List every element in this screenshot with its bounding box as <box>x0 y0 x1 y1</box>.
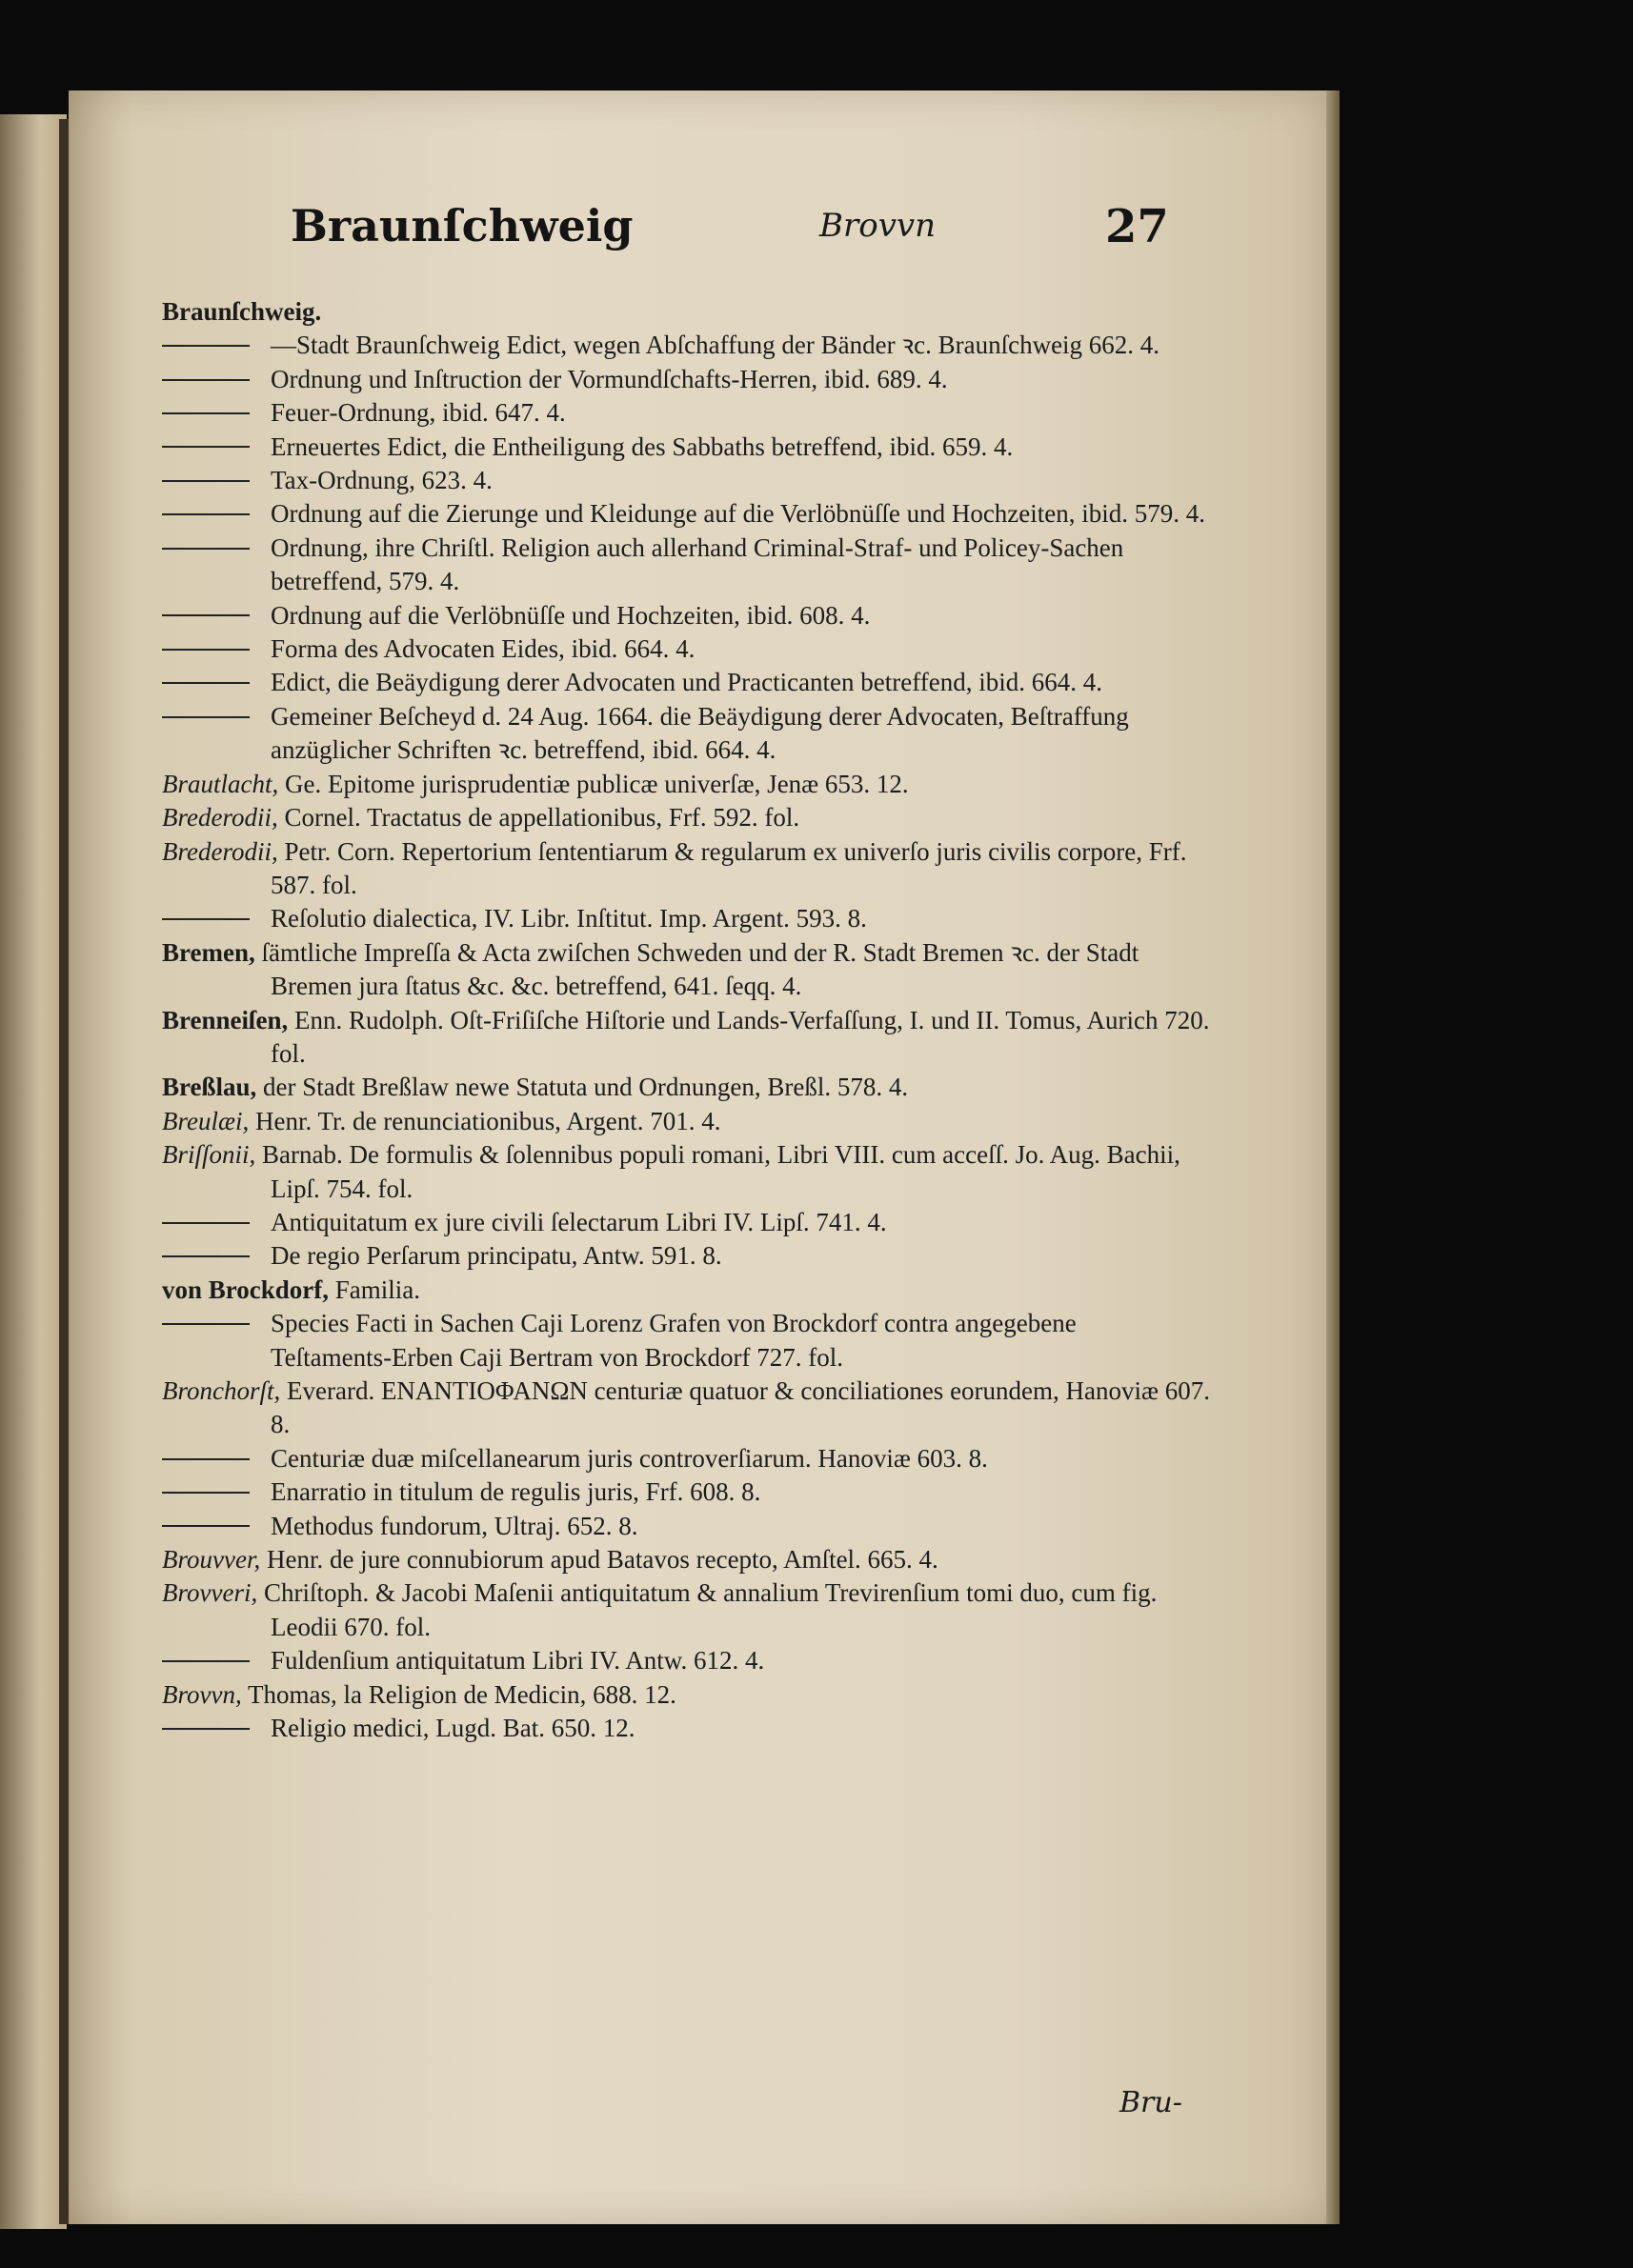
ditto-dash <box>162 345 250 347</box>
ditto-dash <box>162 513 250 515</box>
entry-author: Brederodii, <box>162 803 278 833</box>
ditto-dash <box>162 649 250 651</box>
entry-text: Species Facti in Sachen Caji Lorenz Grafen von Brockdorf contra angegebene Teſtaments‑Erben Caji Bertram von Brockdorf 727. fol. <box>271 1309 1077 1372</box>
index-entry <box>162 532 1220 599</box>
index-entry <box>162 1510 1220 1543</box>
index-entry <box>162 396 1220 430</box>
index-entry <box>162 835 1220 903</box>
entry-author: von Brockdorf, <box>162 1274 330 1304</box>
entry-text: Reſolutio dialectica, IV. Libr. Inſtitut. Imp. Argent. 593. 8. <box>271 904 867 933</box>
page-number: 27 <box>1105 200 1169 253</box>
entry-text: Religio medici, Lugd. Bat. 650. 12. <box>271 1714 635 1743</box>
index-entry <box>162 1004 1220 1072</box>
index-entry <box>162 768 1220 801</box>
ditto-dash <box>162 1660 250 1662</box>
entry-author: Brenneiſen, <box>162 1005 289 1034</box>
ditto-dash <box>162 918 250 920</box>
ditto-dash <box>162 716 250 718</box>
page-header <box>152 195 1191 271</box>
entry-text: Chriſtoph. & Jacobi Maſenii antiquitatum & annalium Trevirenſium tomi duo, cum fig. Leodii 670. fol. <box>257 1578 1158 1641</box>
entry-author: Bronchorſt, <box>162 1376 281 1405</box>
entry-text: Cornel. Tractatus de appellationibus, Frf. 592. fol. <box>277 803 800 833</box>
ditto-dash <box>162 1323 250 1325</box>
index-entry <box>162 1375 1220 1442</box>
index-entry <box>162 1239 1220 1273</box>
index-entry <box>162 1678 1220 1712</box>
entry-text: Barnab. De formulis & ſolennibus populi romani, Libri VIII. cum acceſſ. Jo. Aug. Bachii, Lipſ. 754. fol. <box>255 1140 1180 1203</box>
index-entry <box>162 464 1220 497</box>
index-entry <box>162 1274 1220 1307</box>
entry-text: Petr. Corn. Repertorium ſententiarum & regularum ex univerſo juris civilis corpore, Frf. 587. fol. <box>271 836 1187 899</box>
entry-text: Ordnung auf die Zierunge und Kleidunge auf die Verlöbnüſſe und Hochzeiten, ibid. 579. 4. <box>271 499 1206 529</box>
index-entry <box>162 1442 1220 1475</box>
entry-text: der Stadt Breßlaw newe Statuta und Ordnungen, Breßl. 578. 4. <box>256 1073 909 1102</box>
ditto-dash <box>162 1525 250 1527</box>
entry-text: Henr. Tr. de renunciationibus, Argent. 701. 4. <box>249 1106 721 1135</box>
entry-author: Brovveri, <box>162 1578 258 1608</box>
index-entry <box>162 497 1220 531</box>
entry-text: Forma des Advocaten Eides, ibid. 664. 4. <box>271 634 696 664</box>
index-entry <box>162 700 1220 768</box>
page-right-edge <box>1326 90 1340 2224</box>
index-entry <box>162 902 1220 935</box>
entry-text: Tax‑Ordnung, 623. 4. <box>271 466 493 495</box>
index-entry <box>162 1644 1220 1677</box>
index-entry <box>162 801 1220 834</box>
ditto-dash <box>162 412 250 414</box>
entry-text: Methodus fundorum, Ultraj. 652. 8. <box>271 1511 638 1540</box>
entry-text: Gemeiner Beſcheyd d. 24 Aug. 1664. die Beäydigung derer Advocaten, Beſtraffung anzüglicher Schriften ꝛc. betreffend, ibid. 664. 4. <box>271 701 1129 765</box>
index-entry <box>162 1712 1220 1745</box>
index-entry <box>162 1105 1220 1138</box>
index-entry <box>162 329 1220 362</box>
index-entry <box>162 295 1220 329</box>
entry-text: Ge. Epitome jurisprudentiæ publicæ univerſæ, Jenæ 653. 12. <box>278 769 909 798</box>
ditto-dash <box>162 682 250 684</box>
entry-text: Henr. de jure connubiorum apud Batavos recepto, Amſtel. 665. 4. <box>260 1545 938 1575</box>
index-entry <box>162 599 1220 632</box>
ditto-dash <box>162 1255 250 1257</box>
entry-text: Enn. Rudolph. Oſt‑Friſiſche Hiſtorie und Lands‑Verfaſſung, I. und II. Tomus, Aurich 720. fol. <box>271 1005 1210 1068</box>
entry-text: Enarratio in titulum de regulis juris, Frf. 608. 8. <box>271 1477 761 1507</box>
index-entry <box>162 431 1220 464</box>
entry-text: —Stadt Braunſchweig Edict, wegen Abſchaffung der Bänder ꝛc. Braunſchweig 662. 4. <box>271 331 1160 360</box>
header-catchword: Brovvn <box>819 207 937 245</box>
entry-text: Everard. ΕΝΑΝΤΙΟΦΑΝΩΝ centuriæ quatuor & conciliationes eorundem, Hanoviæ 607. 8. <box>271 1376 1211 1439</box>
entry-author: Breulæi, <box>162 1106 250 1135</box>
entry-text: Ordnung, ihre Chriſtl. Religion auch allerhand Criminal‑Straf‑ und Policey‑Sachen betreffend, 579. 4. <box>271 532 1124 596</box>
entry-author: Brederodii, <box>162 836 278 866</box>
ditto-dash <box>162 446 250 448</box>
ditto-dash <box>162 1492 250 1494</box>
entry-text: ſämtliche Impreſſa & Acta zwiſchen Schweden und der R. Stadt Bremen ꝛc. der Stadt Bremen jura ſtatus &c. &c. betreffend, 641. ſeqq. 4. <box>254 937 1139 1001</box>
running-title: Braunſchweig <box>291 200 634 251</box>
entry-text: De regio Perſarum principatu, Antw. 591. 8. <box>271 1241 722 1271</box>
entry-text: Fuldenſium antiquitatum Libri IV. Antw. 612. 4. <box>271 1646 765 1676</box>
entry-author: Brovvn, <box>162 1679 242 1709</box>
entry-text: Antiquitatum ex jure civili ſelectarum Libri IV. Lipſ. 741. 4. <box>271 1207 887 1236</box>
entry-author: Briſſonii, <box>162 1140 256 1170</box>
footer-catchword: Bru- <box>1119 2086 1182 2119</box>
index-entries <box>162 295 1220 1745</box>
ditto-dash <box>162 379 250 381</box>
ditto-dash <box>162 1728 250 1730</box>
index-entry <box>162 363 1220 396</box>
index-entry <box>162 1071 1220 1104</box>
ditto-dash <box>162 480 250 482</box>
index-entry <box>162 1307 1220 1375</box>
entry-text: Thomas, la Religion de Medicin, 688. 12. <box>241 1679 676 1709</box>
entry-author: Brouvver, <box>162 1545 261 1575</box>
index-entry <box>162 1138 1220 1206</box>
entry-text: Erneuertes Edict, die Entheiligung des Sabbaths betreffend, ibid. 659. 4. <box>271 432 1014 461</box>
ditto-dash <box>162 1222 250 1224</box>
entry-text: Centuriæ duæ miſcellanearum juris controverſiarum. Hanoviæ 603. 8. <box>271 1443 988 1473</box>
entry-heading: Braunſchweig. <box>162 297 322 326</box>
ditto-dash <box>162 614 250 616</box>
index-entry <box>162 1543 1220 1576</box>
index-entry <box>162 936 1220 1004</box>
entry-author: Brautlacht, <box>162 769 279 798</box>
entry-text: Ordnung und Inſtruction der Vormundſchafts‑Herren, ibid. 689. 4. <box>271 364 948 393</box>
ditto-dash <box>162 1458 250 1460</box>
entry-text: Feuer‑Ordnung, ibid. 647. 4. <box>271 398 566 428</box>
index-entry <box>162 666 1220 699</box>
index-entry <box>162 632 1220 666</box>
entry-text: Familia. <box>329 1274 421 1304</box>
entry-author: Breßlau, <box>162 1073 257 1102</box>
index-entry <box>162 1475 1220 1509</box>
index-entry <box>162 1206 1220 1239</box>
index-entry <box>162 1576 1220 1644</box>
ditto-dash <box>162 548 250 550</box>
entry-text: Ordnung auf die Verlöbnüſſe und Hochzeiten, ibid. 608. 4. <box>271 600 871 630</box>
gutter-shadow <box>59 119 69 2224</box>
left-page-edge <box>0 114 67 2229</box>
entry-text: Edict, die Beäydigung derer Advocaten und Practicanten betreffend, ibid. 664. 4. <box>271 668 1102 697</box>
entry-author: Bremen, <box>162 937 255 967</box>
